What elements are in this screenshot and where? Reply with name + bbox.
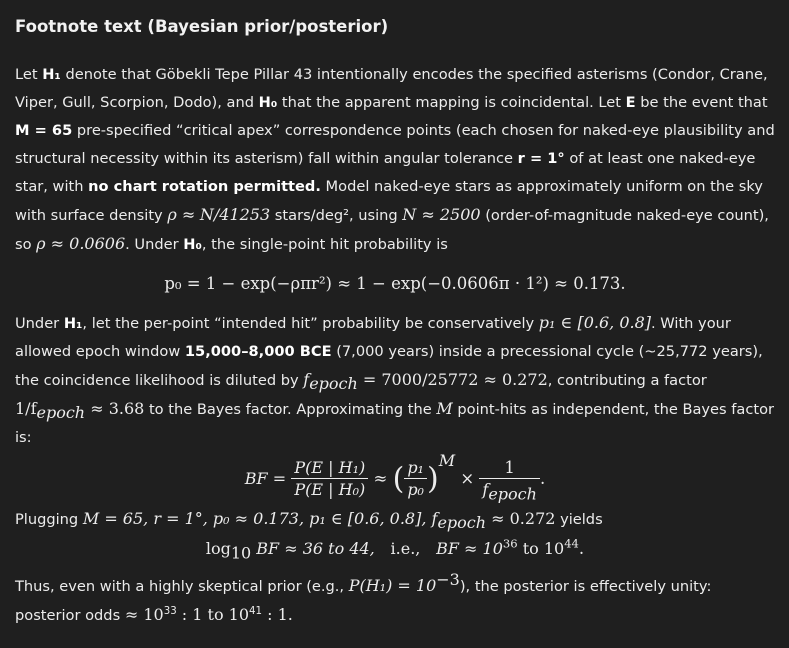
paragraph-h1-epoch: Under H₁, let the per-point “intended hit” probability be conservatively p₁ ∈ [0.6, 0.8]. With your allowed epoch window 15,000–8,000 BCE (7,000 years) inside a precessional cycle (~25,772 years), the coincidence likelihood is diluted by $f_{epoch} = 7000/25772 \approx 0.272$, contributing a factor $1/f_{epoch} \approx 3.68$ to the Bayes factor. Approximating the M point-hits as independent, the Bayes factor is: xyxy=(15,313,775,446)
fraction-epoch: $\frac{1}{f_{epoch}}$ xyxy=(479,458,540,501)
paragraph-plugging: Plugging M = 65, r = 1°, p₀ ≈ 0.173, p₁ ∈ [0.6, 0.8], $f_{epoch} \approx 0.272$ yields xyxy=(15,509,603,532)
page-title: Footnote text (Bayesian prior/posterior) xyxy=(15,17,389,36)
paragraph-hypotheses: Let H₁ denote that Göbekli Tepe Pillar 43 intentionally encodes the specified asterisms (Condor, Crane, Viper, Gull, Scorpion, Dodo), and H₀ that the apparent mapping is coincidental. Let E be the event that M = 65 pre-specified “critical apex” correspondence points (each chosen for naked-eye plausibility and structural necessity within its asterism) fall within angular tolerance r = 1° of at least one naked-eye star, with no chart rotation permitted. Model naked-eye stars as approximately uniform on the sky with surface density ρ ≈ N/41253 stars/deg², using N ≈ 2500 (order-of-magnitude naked-eye count), so ρ ≈ 0.0606. Under H₀, the single-point hit probability is xyxy=(15,66,775,253)
fraction-likelihood: $\frac{\text{P(E | H₁)}}{\text{P(E | H₀)}}$ xyxy=(291,458,368,501)
fraction-p-ratio: $\frac{\text{p₁}}{\text{p₀}}$ xyxy=(404,458,427,501)
equation-log-bf: $\log_{10}$ BF ≈ 36 to 44, i.e., BF ≈ $10^{36}$ to $10^{44}$. xyxy=(205,536,585,563)
equation-p0: p₀ = 1 − exp(−ρπr²) ≈ 1 − exp(−0.0606π · 1²) ≈ 0.173. xyxy=(164,274,626,293)
paragraph-conclusion: Thus, even with a highly skeptical prior (e.g., $P(H_1) = 10^{-3}$), the posterior is effectively unity: posterior odds ≈ $10^{33}$ : 1 to $10^{41}$ : 1. xyxy=(15,570,712,624)
equation-bayes-factor: BF = $\frac{\text{P(E | H₁)}}{\text{P(E | H₀)}}$ ≈ ( $\frac{\text{p₁}}{\text{p₀}}$ )$^M$ × $\frac{1}{f_{epoch}}$ . xyxy=(244,451,546,504)
